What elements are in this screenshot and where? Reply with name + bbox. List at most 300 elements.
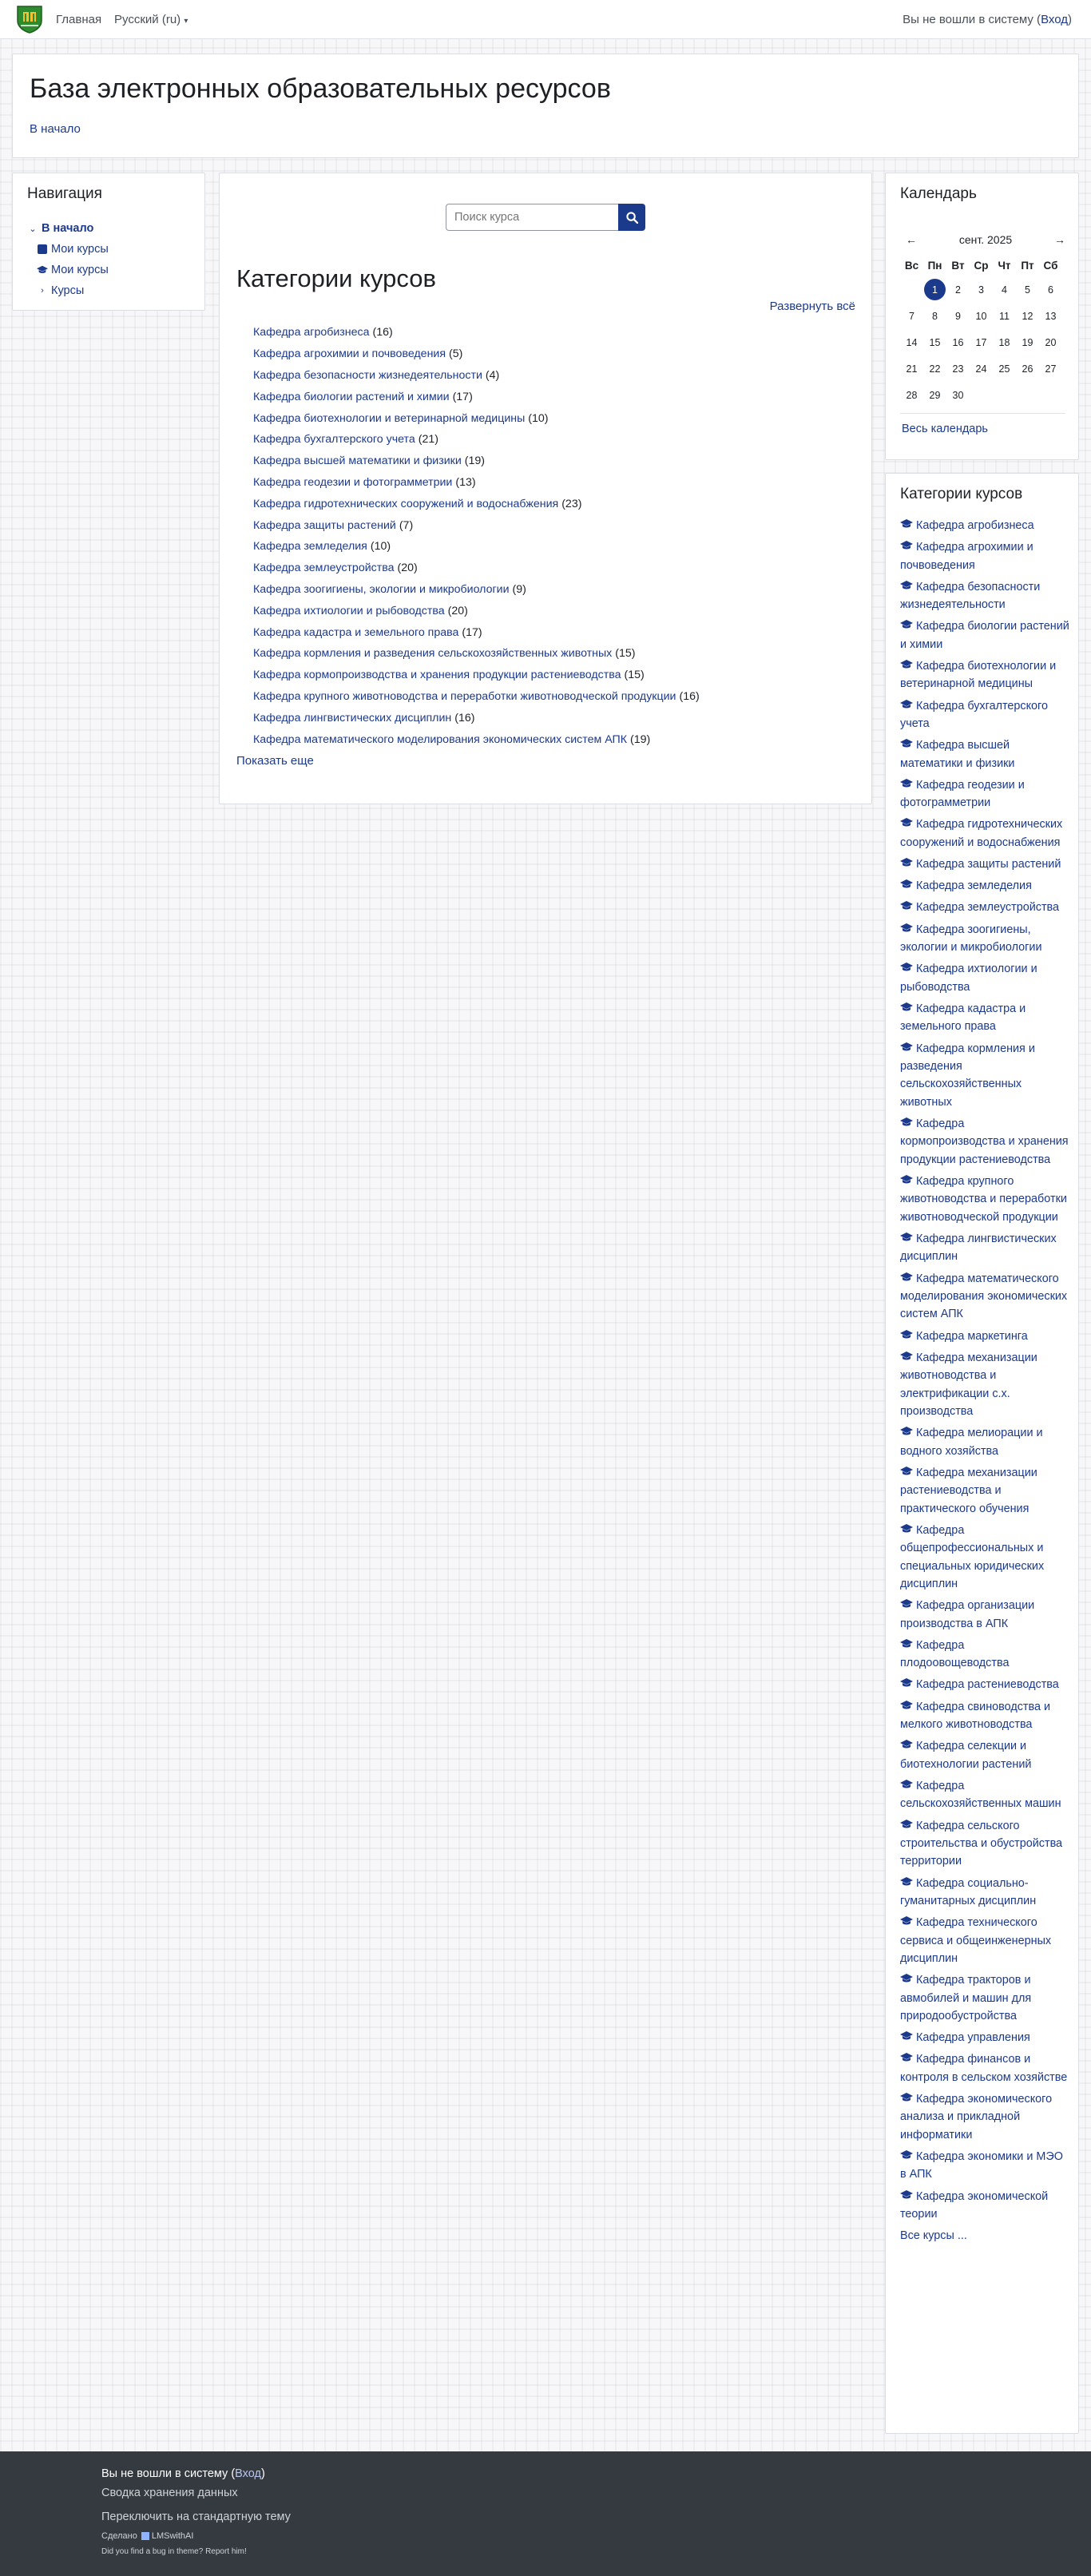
calendar-day[interactable]: [1039, 303, 1062, 329]
side-category-label: Кафедра сельского строительства и обустройства территории: [900, 1819, 1063, 1868]
list-item: [900, 2188, 1072, 2224]
calendar-day[interactable]: [946, 303, 970, 329]
calendar-day-number: 20: [1045, 336, 1057, 348]
calendar-day[interactable]: [993, 355, 1016, 382]
calendar-day[interactable]: [900, 355, 923, 382]
side-category-link[interactable]: [900, 620, 1069, 650]
side-category-label: Кафедра кормления и разведения сельскохозяйственных животных: [900, 1042, 1035, 1109]
side-category-label: Кафедра кадастра и земельного права: [900, 1002, 1026, 1034]
list-item: [900, 1676, 1072, 1693]
list-item: [900, 1597, 1072, 1633]
weekday-header: Пт: [1021, 259, 1034, 272]
side-category-link[interactable]: [900, 1117, 1069, 1166]
graduation-cap-icon: [900, 899, 916, 916]
list-item: [900, 538, 1072, 574]
side-category-link[interactable]: [900, 739, 1014, 769]
side-category-link[interactable]: [900, 581, 1040, 611]
graduation-cap-icon: [900, 1115, 916, 1133]
calendar-day[interactable]: [1039, 276, 1062, 303]
graduation-cap-icon: [900, 657, 916, 675]
side-category-label: Кафедра биологии растений и химии: [900, 620, 1069, 651]
side-category-label: Кафедра механизации растениеводства и практического обучения: [900, 1466, 1037, 1515]
category-link[interactable]: Кафедра земледелия: [253, 540, 367, 554]
category-link[interactable]: Кафедра крупного животноводства и переработки животноводческой продукции: [253, 689, 676, 703]
list-item: [900, 657, 1072, 693]
nav-item-my-courses[interactable]: [27, 239, 109, 260]
graduation-cap-icon: [900, 736, 916, 754]
side-category-link[interactable]: [900, 519, 1034, 532]
category-link[interactable]: Кафедра кормопроизводства и хранения продукции растениеводства: [253, 669, 621, 682]
graduation-cap-icon: [900, 1522, 916, 1539]
calendar-day-number: 13: [1045, 310, 1057, 322]
calendar-day[interactable]: [1016, 329, 1039, 355]
calendar-day[interactable]: [923, 276, 946, 303]
list-item: [253, 514, 700, 536]
report-bug-link[interactable]: Did you find a bug in theme? Report him!: [101, 2547, 247, 2556]
side-category-label: Кафедра свиноводства и мелкого животноводства: [900, 1700, 1051, 1732]
graduation-cap-icon: [900, 816, 916, 833]
course-search-input[interactable]: [446, 204, 618, 231]
weekday-header: Сб: [1043, 259, 1058, 272]
list-item: [253, 621, 700, 643]
graduation-cap-icon: [900, 578, 916, 596]
calendar-day-number: 9: [955, 310, 961, 322]
calendar-day[interactable]: [900, 382, 923, 408]
course-categories-title: Категории курсов: [900, 486, 1023, 502]
calendar-day[interactable]: [923, 355, 946, 382]
page-title: База электронных образовательных ресурсов: [30, 73, 611, 104]
side-category-label: Кафедра высшей математики и физики: [900, 739, 1015, 770]
lmswithai-logo-text: LMSwithAI: [151, 2531, 194, 2541]
calendar-day[interactable]: [1016, 303, 1039, 329]
side-category-label: Кафедра землеустройства: [916, 901, 1060, 915]
list-item: [253, 429, 700, 451]
nav-home-label[interactable]: В начало: [42, 222, 94, 235]
calendar-day-number: 28: [906, 389, 918, 401]
side-category-link[interactable]: [900, 818, 1062, 848]
list-item: [253, 322, 700, 343]
category-link[interactable]: Кафедра землеустройства: [253, 562, 395, 575]
nav-home-link[interactable]: Главная: [56, 13, 102, 26]
side-category-link[interactable]: [900, 2031, 1030, 2044]
calendar-day[interactable]: [946, 276, 970, 303]
side-category-link[interactable]: [900, 858, 1061, 871]
list-item: [900, 517, 1072, 534]
side-category-link[interactable]: [900, 2053, 1067, 2083]
top-navbar: [0, 0, 1091, 39]
side-category-link[interactable]: [900, 1780, 1061, 1810]
graduation-cap-icon: [900, 1676, 916, 1693]
side-category-link[interactable]: [900, 1352, 1037, 1418]
made-by: [101, 2531, 193, 2541]
category-count: (19): [629, 732, 651, 746]
nav-item-my-courses-2[interactable]: [27, 260, 109, 280]
calendar-day-number: 26: [1022, 363, 1033, 375]
side-category-link[interactable]: [900, 1678, 1059, 1691]
list-item: [900, 816, 1072, 851]
category-count: (20): [447, 604, 468, 617]
list-item: [253, 707, 700, 728]
graduation-cap-icon: [900, 2188, 916, 2205]
calendar-day-number: 7: [909, 310, 914, 322]
category-count: (16): [679, 689, 700, 703]
category-count: (15): [624, 669, 645, 682]
list-item: [253, 686, 700, 708]
calendar-day-number: 25: [998, 363, 1010, 375]
category-link[interactable]: Кафедра зоогигиены, экологии и микробиологии: [253, 582, 510, 596]
category-link[interactable]: Кафедра биотехнологии и ветеринарной медицины: [253, 411, 526, 425]
category-count: (10): [528, 411, 549, 425]
calendar-day-number: 22: [929, 363, 941, 375]
calendar-title: Календарь: [900, 185, 977, 202]
calendar-week: [900, 276, 1062, 303]
side-category-link[interactable]: [900, 1272, 1067, 1321]
category-link[interactable]: Кафедра агрохимии и почвоведения: [253, 347, 446, 361]
categories-title: Категории курсов: [236, 264, 436, 292]
calendar-day: [1016, 382, 1039, 408]
side-category-link[interactable]: [900, 923, 1042, 954]
login-link[interactable]: Вход: [1041, 13, 1068, 26]
calendar-day-number: 27: [1045, 363, 1057, 375]
calendar-day-number: 11: [999, 310, 1010, 322]
category-link[interactable]: Кафедра гидротехнических сооружений и водоснабжения: [253, 497, 559, 510]
category-link[interactable]: Кафедра биологии растений и химии: [253, 390, 450, 403]
side-category-link[interactable]: [900, 1639, 1009, 1669]
list-item: [900, 1637, 1072, 1673]
graduation-cap-icon: [37, 265, 48, 275]
graduation-cap-icon: [900, 1270, 916, 1288]
breadcrumb-home[interactable]: В начало: [30, 122, 81, 136]
show-more-link[interactable]: Показать еще: [236, 754, 314, 768]
side-category-label: Кафедра математического моделирования экономических систем АПК: [900, 1272, 1068, 1321]
side-category-link[interactable]: [900, 963, 1037, 993]
nav-courses-label[interactable]: Курсы: [51, 284, 85, 297]
category-link[interactable]: Кафедра ихтиологии и рыбоводства: [253, 604, 445, 617]
graduation-cap-icon: [900, 1737, 916, 1755]
side-category-link[interactable]: [900, 1820, 1062, 1868]
graduation-cap-icon: [900, 697, 916, 715]
side-category-link[interactable]: [900, 1974, 1031, 2022]
calendar-day[interactable]: [946, 355, 970, 382]
side-category-link[interactable]: [900, 2150, 1063, 2181]
side-category-label: Кафедра безопасности жизнедеятельности: [900, 580, 1041, 612]
nav-item-courses[interactable]: [27, 280, 109, 301]
all-courses-link[interactable]: Все курсы ...: [900, 2229, 967, 2243]
graduation-cap-icon: [900, 517, 916, 534]
site-logo[interactable]: [16, 5, 43, 34]
graduation-cap-icon: [900, 2090, 916, 2108]
not-logged-text: Вы не вошли в систему: [903, 13, 1033, 26]
calendar-day[interactable]: [923, 329, 946, 355]
side-category-link[interactable]: [900, 1427, 1043, 1457]
side-category-link[interactable]: [900, 1740, 1031, 1770]
list-item: [900, 2050, 1072, 2086]
calendar-day[interactable]: [923, 382, 946, 408]
calendar-day[interactable]: [946, 329, 970, 355]
list-item: [900, 1270, 1072, 1324]
graduation-cap-icon: [900, 1971, 916, 1989]
list-item: [253, 386, 700, 407]
category-link[interactable]: Кафедра геодезии и фотограмметрии: [253, 475, 453, 489]
calendar-day[interactable]: [900, 303, 923, 329]
side-category-link[interactable]: [900, 901, 1059, 914]
navigation-tree: [27, 218, 109, 301]
side-category-label: Кафедра лингвистических дисциплин: [900, 1232, 1057, 1264]
list-item: [253, 536, 700, 558]
graduation-cap-icon: [900, 1698, 916, 1716]
weekday-header: Вс: [904, 259, 919, 272]
list-item: [900, 960, 1072, 996]
calendar-day[interactable]: [970, 329, 993, 355]
weekday-header: Ср: [974, 259, 989, 272]
login-info: Вы не вошли в систему (Вход): [903, 13, 1072, 26]
graduation-cap-icon: [900, 1424, 916, 1442]
list-item: [253, 407, 700, 429]
page-header: [12, 54, 1079, 158]
side-category-label: Кафедра геодезии и фотограмметрии: [900, 778, 1025, 810]
side-category-label: Кафедра экономического анализа и прикладной информатики: [900, 2092, 1053, 2141]
calendar-day-number: 24: [975, 363, 987, 375]
calendar-next-button[interactable]: →: [1054, 233, 1065, 246]
calendar-day-number: 14: [906, 336, 918, 348]
graduation-cap-icon: [900, 877, 916, 895]
list-item: [900, 1349, 1072, 1421]
side-category-label: Кафедра бухгалтерского учета: [900, 699, 1048, 731]
side-category-link[interactable]: [900, 1599, 1034, 1629]
category-link[interactable]: Кафедра математического моделирования экономических систем АПК: [253, 732, 627, 746]
footer-login-info: Вы не вошли в систему (Вход): [101, 2467, 265, 2480]
side-category-link[interactable]: [900, 2190, 1048, 2221]
calendar-day-number: 18: [998, 336, 1010, 348]
side-category-link[interactable]: [900, 1232, 1057, 1263]
side-category-link[interactable]: [900, 1916, 1051, 1965]
calendar-day[interactable]: [1039, 355, 1062, 382]
side-category-link[interactable]: [900, 1042, 1035, 1109]
list-item: [900, 1424, 1072, 1460]
chevron-down-icon: ▾: [184, 17, 188, 26]
list-item: [900, 1971, 1072, 2025]
category-link[interactable]: Кафедра защиты растений: [253, 518, 396, 532]
category-link[interactable]: Кафедра бухгалтерского учета: [253, 433, 415, 447]
calendar-week: [900, 329, 1062, 355]
list-item: [900, 1875, 1072, 1911]
calendar-day-number: 3: [978, 284, 984, 296]
list-item: [900, 578, 1072, 614]
list-item: [900, 1464, 1072, 1518]
side-category-link[interactable]: [900, 1524, 1044, 1590]
category-count: (16): [454, 711, 475, 724]
list-item: [253, 343, 700, 365]
side-category-link[interactable]: [900, 1175, 1067, 1224]
list-item: [900, 1115, 1072, 1169]
calendar-day-number: 5: [1025, 284, 1030, 296]
nav-item-home[interactable]: [27, 218, 109, 239]
calendar-day-number: 29: [929, 389, 941, 401]
calendar-prev-button[interactable]: ←: [906, 233, 917, 246]
calendar-day[interactable]: [923, 303, 946, 329]
side-category-link[interactable]: [900, 879, 1032, 892]
graduation-cap-icon: [900, 2029, 916, 2046]
side-category-link[interactable]: [900, 700, 1048, 730]
category-count: (15): [615, 647, 636, 661]
graduation-cap-icon: [900, 1914, 916, 1931]
category-count: (17): [462, 625, 482, 639]
calendar-day[interactable]: [970, 303, 993, 329]
category-count: (9): [512, 582, 526, 596]
calendar-today: 1: [924, 279, 946, 300]
language-label: Русский (ru): [114, 13, 181, 26]
calendar-day[interactable]: [970, 276, 993, 303]
calendar-nav: [906, 233, 1065, 246]
side-category-label: Кафедра крупного животноводства и переработки животноводческой продукции: [900, 1174, 1067, 1224]
list-item: [253, 728, 700, 750]
graduation-cap-icon: [900, 1230, 916, 1248]
side-category-link[interactable]: [900, 779, 1025, 809]
list-item: [253, 600, 700, 621]
side-category-label: Кафедра экономической теории: [900, 2189, 1049, 2221]
category-link[interactable]: Кафедра кадастра и земельного права: [253, 625, 459, 639]
footer: [0, 2451, 1091, 2576]
list-item: [900, 877, 1072, 895]
side-category-link[interactable]: [900, 2093, 1052, 2141]
chevron-right-icon: ›: [41, 286, 44, 296]
list-item: [253, 472, 700, 494]
side-category-label: Кафедра финансов и контроля в сельском хозяйстве: [900, 2053, 1068, 2084]
calendar-week: [900, 355, 1062, 382]
side-category-link[interactable]: [900, 1701, 1050, 1731]
calendar-day[interactable]: [900, 329, 923, 355]
lmswithai-logo-icon[interactable]: [141, 2531, 194, 2541]
graduation-cap-icon: [900, 2050, 916, 2068]
expand-all-link[interactable]: Развернуть всё: [769, 300, 855, 313]
list-item: [900, 736, 1072, 772]
side-category-link[interactable]: [900, 1467, 1037, 1515]
side-category-label: Кафедра плодоовощеводства: [900, 1638, 1010, 1670]
weekday-header: Пн: [927, 259, 942, 272]
navigation-title: Навигация: [27, 185, 102, 202]
full-calendar-link[interactable]: Весь календарь: [902, 423, 988, 435]
calendar-day-number: 10: [975, 310, 987, 322]
side-category-link[interactable]: [900, 1002, 1026, 1033]
footer-login-link[interactable]: Вход: [235, 2467, 261, 2480]
search-icon: [626, 212, 638, 224]
calendar-table: [900, 254, 1062, 408]
category-count: (5): [449, 347, 463, 361]
list-item: [900, 1522, 1072, 1594]
side-category-label: Кафедра сельскохозяйственных машин: [900, 1779, 1061, 1811]
graduation-cap-icon: [900, 2148, 916, 2165]
list-item: [253, 643, 700, 665]
calendar-day-number: 6: [1048, 284, 1053, 296]
side-category-label: Кафедра общепрофессиональных и специальных юридических дисциплин: [900, 1523, 1045, 1591]
side-category-list: [900, 517, 1072, 2249]
side-category-label: Кафедра селекции и биотехнологии растений: [900, 1740, 1032, 1771]
category-count: (20): [397, 562, 418, 575]
nav-my-courses-2-label[interactable]: Мои курсы: [51, 264, 109, 276]
side-category-link[interactable]: [900, 1877, 1036, 1907]
side-category-link[interactable]: [900, 660, 1056, 690]
square-icon: [37, 244, 48, 254]
category-link[interactable]: Кафедра агробизнеса: [253, 326, 370, 339]
calendar-day-number: 8: [932, 310, 938, 322]
graduation-cap-icon: [900, 921, 916, 939]
side-category-label: Кафедра организации производства в АПК: [900, 1599, 1035, 1630]
calendar-day[interactable]: [970, 355, 993, 382]
calendar-month: сент. 2025: [958, 233, 1013, 246]
category-link[interactable]: Кафедра безопасности жизнедеятельности: [253, 368, 482, 382]
navigation-block: [12, 173, 205, 311]
calendar-day[interactable]: [993, 276, 1016, 303]
graduation-cap-icon: [900, 538, 916, 556]
side-category-label: Кафедра мелиорации и водного хозяйства: [900, 1427, 1043, 1458]
language-menu[interactable]: [114, 13, 188, 26]
category-count: (16): [372, 326, 393, 339]
nav-my-courses-label[interactable]: Мои курсы: [51, 243, 109, 256]
data-summary-link[interactable]: Сводка хранения данных: [101, 2487, 238, 2499]
list-item: [900, 2029, 1072, 2046]
graduation-cap-icon: [900, 1464, 916, 1482]
calendar-day: [993, 382, 1016, 408]
graduation-cap-icon: [900, 776, 916, 794]
list-item: [900, 1737, 1072, 1773]
main-content: [219, 173, 872, 804]
side-category-label: Кафедра тракторов и авмобилей и машин для природообустройства: [900, 1974, 1032, 2022]
list-item: [900, 776, 1072, 812]
graduation-cap-icon: [900, 960, 916, 978]
calendar-day[interactable]: [946, 382, 970, 408]
graduation-cap-icon: [900, 1328, 916, 1345]
side-category-label: Кафедра зоогигиены, экологии и микробиологии: [900, 923, 1042, 955]
category-link[interactable]: Кафедра лингвистических дисциплин: [253, 711, 452, 724]
side-category-label: Кафедра социально-гуманитарных дисциплин: [900, 1876, 1037, 1907]
calendar-week: [900, 382, 1062, 408]
calendar-day[interactable]: [993, 303, 1016, 329]
calendar-day[interactable]: [1039, 329, 1062, 355]
graduation-cap-icon: [900, 1000, 916, 1018]
calendar-day-number: 17: [975, 336, 987, 348]
switch-theme-link[interactable]: Переключить на стандартную тему: [101, 2511, 291, 2523]
calendar-day-number: 4: [1002, 284, 1007, 296]
calendar-day[interactable]: [1016, 355, 1039, 382]
side-category-link[interactable]: [900, 1330, 1028, 1343]
graduation-cap-icon: [900, 1637, 916, 1654]
category-link[interactable]: Кафедра кормления и разведения сельскохозяйственных животных: [253, 647, 613, 661]
side-category-label: Кафедра механизации животноводства и электрификации с.х. производства: [900, 1351, 1037, 1419]
calendar-day-number: 23: [952, 363, 964, 375]
calendar-week: [900, 303, 1062, 329]
calendar-day[interactable]: [993, 329, 1016, 355]
calendar-day-number: 21: [906, 363, 918, 375]
side-category-label: Кафедра агрохимии и почвоведения: [900, 541, 1033, 572]
weekday-header: Чт: [998, 259, 1011, 272]
calendar-divider: [900, 413, 1065, 414]
list-item: [900, 1000, 1072, 1036]
side-category-link[interactable]: [900, 541, 1033, 571]
calendar-day-number: 30: [952, 389, 964, 401]
list-item: [253, 665, 700, 686]
list-item: [900, 2227, 1072, 2245]
search-button[interactable]: [618, 204, 645, 231]
graduation-cap-icon: [900, 1777, 916, 1795]
weekday-header: Вт: [951, 259, 965, 272]
calendar-day[interactable]: [1016, 276, 1039, 303]
graduation-cap-icon: [900, 1817, 916, 1835]
list-item: [900, 855, 1072, 873]
list-item: [253, 365, 700, 387]
category-link[interactable]: Кафедра высшей математики и физики: [253, 454, 462, 468]
side-category-label: Кафедра маркетинга: [916, 1329, 1028, 1343]
calendar-block: [885, 173, 1079, 460]
